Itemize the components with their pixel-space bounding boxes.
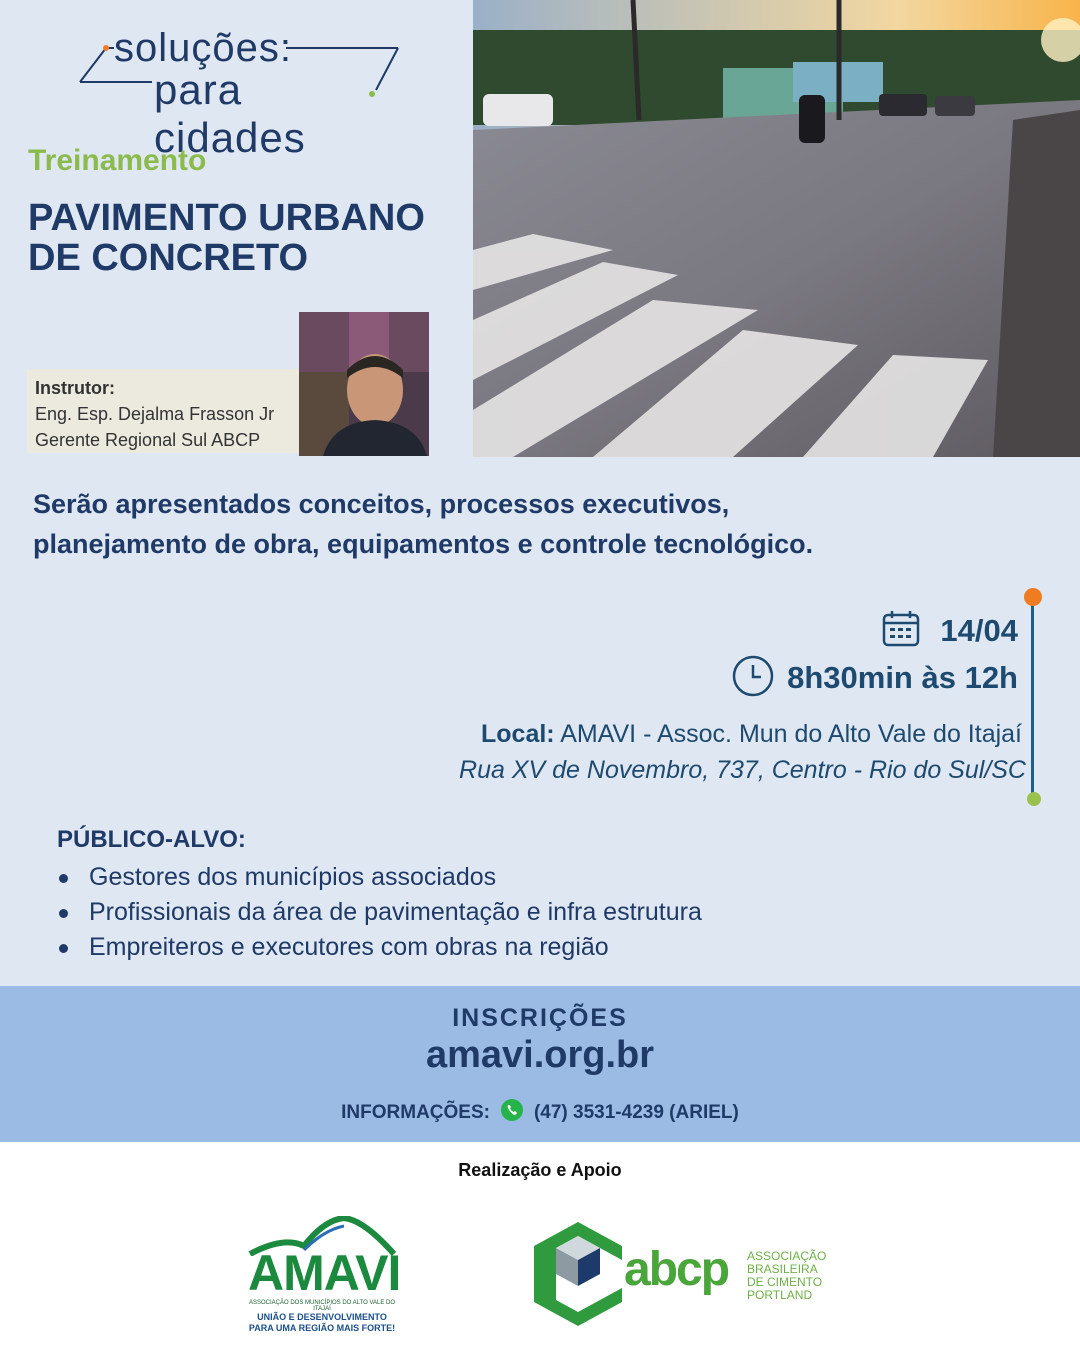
page-title	[28, 198, 468, 278]
event-date-row	[882, 608, 1018, 654]
event-time-row	[731, 655, 1018, 701]
description-line1: Serão apresentados conceitos, processos executivos,	[33, 489, 730, 519]
amavi-slogan-line2: PARA UMA REGIÃO MAIS FORTE!	[248, 1323, 396, 1333]
registration-site-link[interactable]: amavi.org.br	[425, 1034, 655, 1076]
abcp-wordmark: abcp	[624, 1243, 729, 1296]
event-address: Rua XV de Novembro, 737, Centro - Rio do Sul/SC	[459, 756, 1026, 784]
info-label: INFORMAÇÕES:	[341, 1102, 490, 1123]
abcp-fullname-line: DE CIMENTO	[747, 1275, 823, 1289]
abcp-cube-icon	[530, 1220, 626, 1328]
description-line2: planejamento de obra, equipamentos e controle tecnológico.	[33, 529, 814, 559]
abcp-fullname-line: ASSOCIAÇÃO	[747, 1249, 827, 1263]
abcp-fullname	[747, 1250, 837, 1302]
amavi-logo	[244, 1216, 404, 1336]
list-item: Profissionais da área de pavimentação e infra estrutura	[57, 895, 702, 930]
registration-title: INSCRIÇÕES	[452, 1004, 628, 1032]
instructor-role: Gerente Regional Sul ABCP	[35, 430, 261, 450]
description	[33, 484, 1033, 564]
amavi-wordmark: AMAVI	[248, 1245, 401, 1301]
footer	[0, 1142, 1080, 1350]
list-item: Empreiteros e executores com obras na região	[57, 930, 702, 965]
event-time: 8h30min às 12h	[787, 660, 1018, 695]
whatsapp-icon	[500, 1098, 524, 1128]
registration-band	[0, 986, 1080, 1142]
instructor-photo	[299, 312, 429, 456]
amavi-slogan	[244, 1312, 400, 1334]
clock-icon	[731, 654, 775, 703]
info-row	[0, 1098, 1080, 1128]
support-label: Realização e Apoio	[458, 1160, 622, 1180]
amavi-subtitle: ASSOCIAÇÃO DOS MUNICÍPIOS DO ALTO VALE DO ITAJAÍ	[248, 1300, 396, 1312]
calendar-icon	[882, 610, 920, 653]
audience-list	[57, 860, 702, 965]
series-logo-line1: soluções:	[114, 26, 292, 70]
location-value: AMAVI - Assoc. Mun do Alto Vale do Itajaí	[554, 720, 1022, 748]
event-date: 14/04	[940, 613, 1018, 648]
timeline-line	[1031, 598, 1034, 800]
instructor-box	[27, 369, 299, 453]
list-item: Gestores dos municípios associados	[57, 860, 702, 895]
series-logo-line2: para cidades	[154, 66, 306, 161]
timeline-dot-bottom	[1027, 792, 1041, 806]
info-phone[interactable]: (47) 3531-4239 (ARIEL)	[533, 1102, 739, 1123]
hero-street-photo	[473, 0, 1080, 457]
instructor-name: Eng. Esp. Dejalma Frasson Jr	[35, 404, 275, 424]
instructor-label: Instrutor:	[35, 378, 115, 398]
kicker-label: Treinamento	[28, 144, 207, 177]
timeline-dot-top	[1024, 588, 1042, 606]
abcp-fullname-line: PORTLAND	[747, 1288, 813, 1302]
location-label: Local:	[481, 720, 555, 748]
abcp-fullname-line: BRASILEIRA	[747, 1262, 818, 1276]
page-title-line1: PAVIMENTO URBANO	[28, 197, 425, 239]
abcp-logo	[530, 1220, 830, 1332]
audience-title: PÚBLICO-ALVO:	[57, 826, 246, 853]
amavi-slogan-line1: UNIÃO E DESENVOLVIMENTO	[257, 1312, 387, 1322]
series-logo	[76, 20, 406, 161]
event-location	[481, 720, 1022, 749]
page-title-line2: DE CONCRETO	[28, 237, 309, 279]
